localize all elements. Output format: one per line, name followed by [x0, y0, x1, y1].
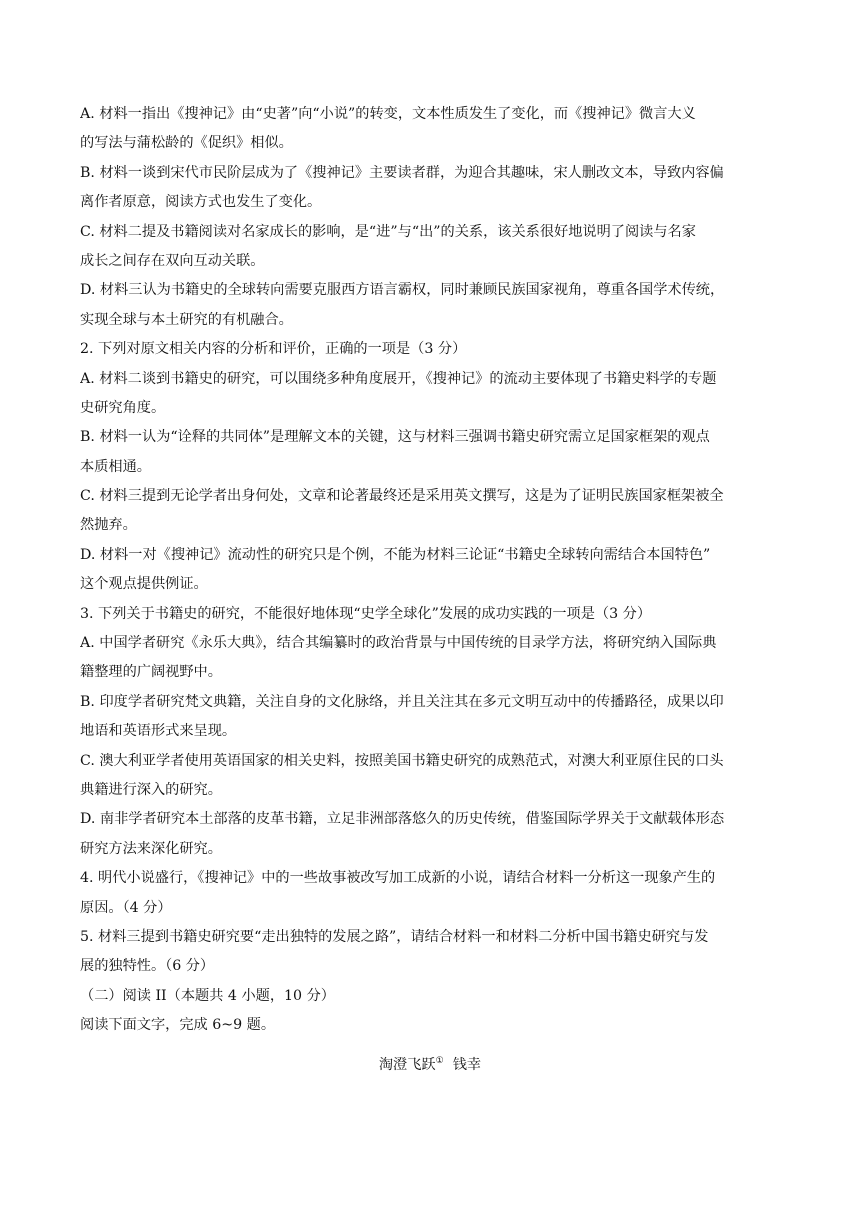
text-line: 原因。（4 分） — [80, 899, 172, 916]
text-line: 离作者原意，阅读方式也发生了变化。 — [80, 194, 322, 211]
text-line: 然抛弃。 — [80, 517, 137, 534]
text-line: B. 材料一认为“诠释的共同体”是理解文本的关键，这与材料三强调书籍史研究需立足国家框架的观点 — [80, 429, 710, 446]
text-line: D. 材料三认为书籍史的全球转向需要克服西方语言霸权，同时兼顾民族国家视角，尊重各国学术传统， — [80, 282, 725, 299]
text-line: B. 印度学者研究梵文典籍，关注自身的文化脉络，并且关注其在多元文明互动中的传播路径，成果以印 — [80, 693, 724, 710]
title-text: 淘澄飞跃 — [378, 1056, 436, 1073]
text-line: 3. 下列关于书籍史的研究，不能很好地体现“史学全球化”发展的成功实践的一项是（3 分） — [80, 605, 652, 622]
text-line: （二）阅读 II（本题共 4 小题，10 分） — [80, 987, 335, 1004]
text-line: C. 材料二提及书籍阅读对名家成长的影响，是“进”与“出”的关系，该关系很好地说明了阅读与名家 — [80, 223, 696, 240]
author-name: 钱幸 — [452, 1056, 482, 1073]
text-line: 地语和英语形式来呈现。 — [80, 723, 237, 740]
text-line: 籍整理的广阔视野中。 — [80, 664, 222, 681]
text-line: 研究方法来深化研究。 — [80, 840, 222, 857]
text-line: C. 材料三提到无论学者出身何处，文章和论著最终还是采用英文撰写，这是为了证明民族国家框架被全 — [80, 488, 724, 505]
text-line: 阅读下面文字，完成 6~9 题。 — [80, 1017, 276, 1034]
text-line: C. 澳大利亚学者使用英语国家的相关史料，按照美国书籍史研究的成熟范式，对澳大利亚原住民的口头 — [80, 752, 724, 769]
text-line: 实现全球与本土研究的有机融合。 — [80, 311, 293, 328]
text-line: 典籍进行深入的研究。 — [80, 781, 222, 798]
text-line: D. 南非学者研究本土部落的皮革书籍，立足非洲部落悠久的历史传统，借鉴国际学界关于文献载体形态 — [80, 811, 725, 828]
text-line: 这个观点提供例证。 — [80, 576, 208, 593]
text-line: 的写法与蒲松龄的《促织》相似。 — [80, 135, 293, 152]
passage-title — [80, 1047, 780, 1080]
footnote-marker: ① — [435, 1055, 444, 1066]
text-line: 4. 明代小说盛行，《搜神记》中的一些故事被改写加工成新的小说，请结合材料一分析这一现象产生的 — [80, 870, 716, 887]
text-line: 本质相通。 — [80, 458, 151, 475]
text-line: A. 材料一指出《搜神记》由“史著”向“小说”的转变，文本性质发生了变化，而《搜神记》微言大义 — [80, 106, 696, 122]
text-line: 成长之间存在双向互动关联。 — [80, 252, 265, 269]
text-line: A. 材料二谈到书籍史的研究，可以围绕多种角度展开，《搜神记》的流动主要体现了书籍史料学的专题 — [80, 370, 717, 387]
text-line: 2. 下列对原文相关内容的分析和评价，正确的一项是（3 分） — [80, 341, 467, 358]
text-line: D. 材料一对《搜神记》流动性的研究只是个例，不能为材料三论证“书籍史全球转向需结合本国特色” — [80, 546, 711, 563]
text-line: 展的独特性。（6 分） — [80, 958, 215, 975]
question-text — [80, 100, 780, 1041]
text-line: 5. 材料三提到书籍史研究要“走出独特的发展之路”，请结合材料一和材料二分析中国书籍史研究与发 — [80, 928, 709, 945]
text-line: A. 中国学者研究《永乐大典》，结合其编纂时的政治背景与中国传统的目录学方法，将研究纳入国际典 — [80, 635, 717, 652]
text-line: 史研究角度。 — [80, 399, 166, 416]
text-line: B. 材料一谈到宋代市民阶层成为了《搜神记》主要读者群，为迎合其趣味，宋人删改文本，导致内容偏 — [80, 164, 724, 181]
document-page — [80, 100, 780, 1080]
